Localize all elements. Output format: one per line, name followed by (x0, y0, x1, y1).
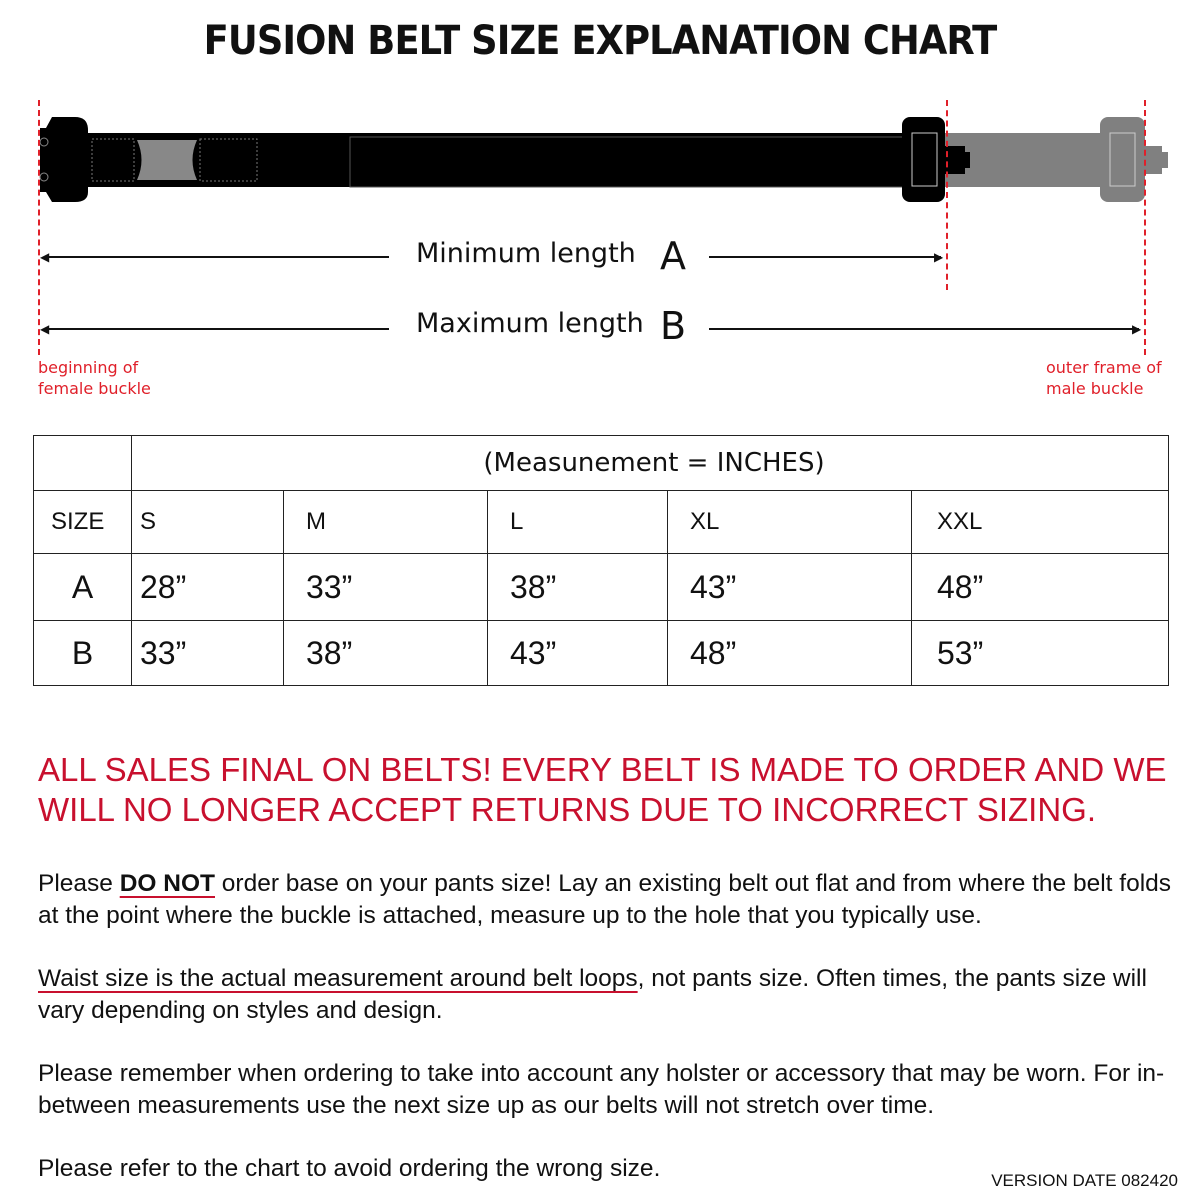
version-date: VERSION DATE 082420 (991, 1171, 1178, 1190)
max-label: Maximum length (416, 308, 644, 339)
table-caption: (Measunement = INCHES) (132, 436, 1169, 491)
left-note (38, 357, 151, 399)
paragraph-waist-size: Waist size is the actual measurement around belt loops, not pants size. Often times, the pants size will vary depending on styles and design. (38, 965, 1147, 1024)
note-line: beginning of (38, 358, 139, 377)
min-arrow-right (709, 256, 941, 258)
note-line: male buckle (1046, 379, 1144, 398)
header-cell: XL (668, 491, 912, 554)
page-title: FUSION BELT SIZE EXPLANATION CHART (203, 18, 997, 64)
table-row: B 33” 38” 43” 48” 53” (34, 621, 1169, 686)
female-buckle-marker (38, 100, 40, 355)
female-buckle (40, 117, 88, 202)
min-marker (946, 100, 948, 290)
header-cell: S (132, 491, 284, 554)
header-cell: M (284, 491, 488, 554)
max-arrow-left (44, 328, 389, 330)
min-letter: A (660, 234, 686, 278)
male-buckle (902, 117, 945, 202)
max-letter: B (660, 304, 687, 348)
sales-final-warning (38, 750, 1188, 830)
note-line: outer frame of (1046, 358, 1162, 377)
paragraph-pants-size: Please DO NOT order base on your pants size! Lay an existing belt out flat and from where the belt folds at the point where the buckle is attached, measure up to the hole that you typically use. (38, 870, 1172, 929)
warning-line: WILL NO LONGER ACCEPT RETURNS DUE TO INCORRECT SIZING. (38, 791, 1096, 828)
right-note (1046, 357, 1162, 399)
table-header-row (34, 491, 1169, 554)
header-cell: XXL (912, 491, 1169, 554)
max-arrow-right (709, 328, 1139, 330)
do-not-emphasis: DO NOT (119, 870, 215, 897)
waist-emphasis: Waist size is the actual measurement around belt loops (38, 965, 638, 992)
paragraph-holster: Please remember when ordering to take into account any holster or accessory that may be worn. For in-between measurements use the next size up as our belts will not stretch over time. (38, 1060, 1165, 1119)
table-row: A 28” 33” 38” 43” 48” (34, 554, 1169, 621)
header-cell: SIZE (34, 491, 132, 554)
min-arrow-left (44, 256, 389, 258)
belt-illustration (0, 100, 1200, 210)
size-table (33, 435, 1169, 686)
note-line: female buckle (38, 379, 151, 398)
min-label: Minimum length (416, 238, 636, 269)
max-marker (1144, 100, 1146, 355)
header-cell: L (488, 491, 668, 554)
warning-line: ALL SALES FINAL ON BELTS! EVERY BELT IS MADE TO ORDER AND WE (38, 751, 1167, 788)
paragraph-refer: Please refer to the chart to avoid ordering the wrong size. (38, 1155, 661, 1182)
